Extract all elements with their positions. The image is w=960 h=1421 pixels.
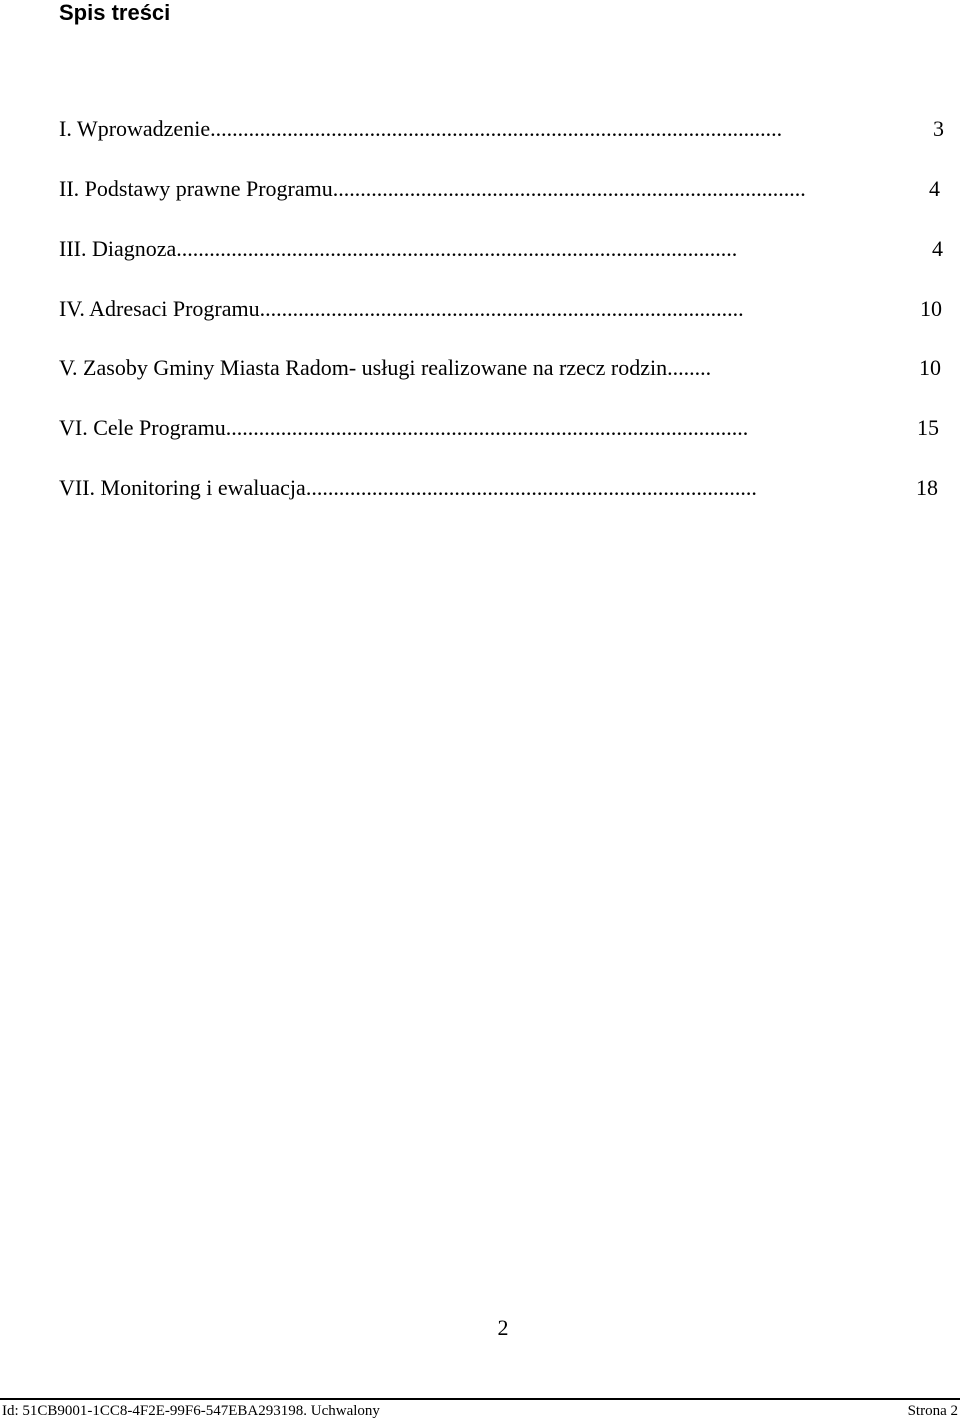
footer-page-label: Strona 2: [907, 1403, 958, 1419]
footer-divider: [0, 1398, 960, 1400]
toc-entry-podstawy-prawne[interactable]: [59, 176, 940, 202]
toc-leader-dots: ........................................................................................: [259, 296, 744, 321]
toc-entry-label: III. Diagnoza: [59, 236, 177, 261]
toc-entry-label: V. Zasoby Gminy Miasta Radom- usługi realizowane na rzecz rodzin: [59, 355, 668, 380]
page-number: 2: [497, 1315, 509, 1340]
toc-entry-cele-programu[interactable]: [59, 415, 939, 441]
toc-entry-monitoring[interactable]: [59, 475, 938, 501]
toc-leader-dots: ........: [667, 355, 712, 380]
toc-leader-dots: ......................................................................................................: [176, 236, 738, 261]
toc-entry-page: 4: [932, 236, 943, 261]
toc-entry-diagnoza[interactable]: [59, 236, 943, 262]
toc-leader-dots: ..................................................................................: [305, 475, 757, 500]
toc-entry-page: 3: [933, 116, 944, 141]
toc-leader-dots: ........................................................................................................: [210, 116, 783, 141]
toc-entry-label: II. Podstawy prawne Programu: [59, 176, 333, 201]
toc-entry-page: 4: [929, 176, 940, 201]
toc-entry-wprowadzenie[interactable]: [59, 116, 944, 142]
toc-entry-zasoby-gminy[interactable]: [59, 355, 941, 381]
toc-leader-dots: ...............................................................................................: [225, 415, 749, 440]
toc-entry-page: 10: [919, 355, 941, 380]
toc-entry-label: I. Wprowadzenie: [59, 116, 211, 141]
toc-leader-dots: ......................................................................................: [332, 176, 806, 201]
toc-entry-page: 18: [916, 475, 938, 500]
toc-entry-adresaci[interactable]: [59, 296, 942, 322]
toc-entry-page: 10: [920, 296, 942, 321]
toc-entry-page: 15: [917, 415, 939, 440]
toc-entry-label: VII. Monitoring i ewaluacja: [59, 475, 306, 500]
toc-title: Spis treści: [59, 0, 171, 25]
toc-entry-label: VI. Cele Programu: [59, 415, 226, 440]
toc-entry-label: IV. Adresaci Programu: [59, 296, 260, 321]
footer-document-id: Id: 51CB9001-1CC8-4F2E-99F6-547EBA293198. Uchwalony: [2, 1403, 380, 1419]
